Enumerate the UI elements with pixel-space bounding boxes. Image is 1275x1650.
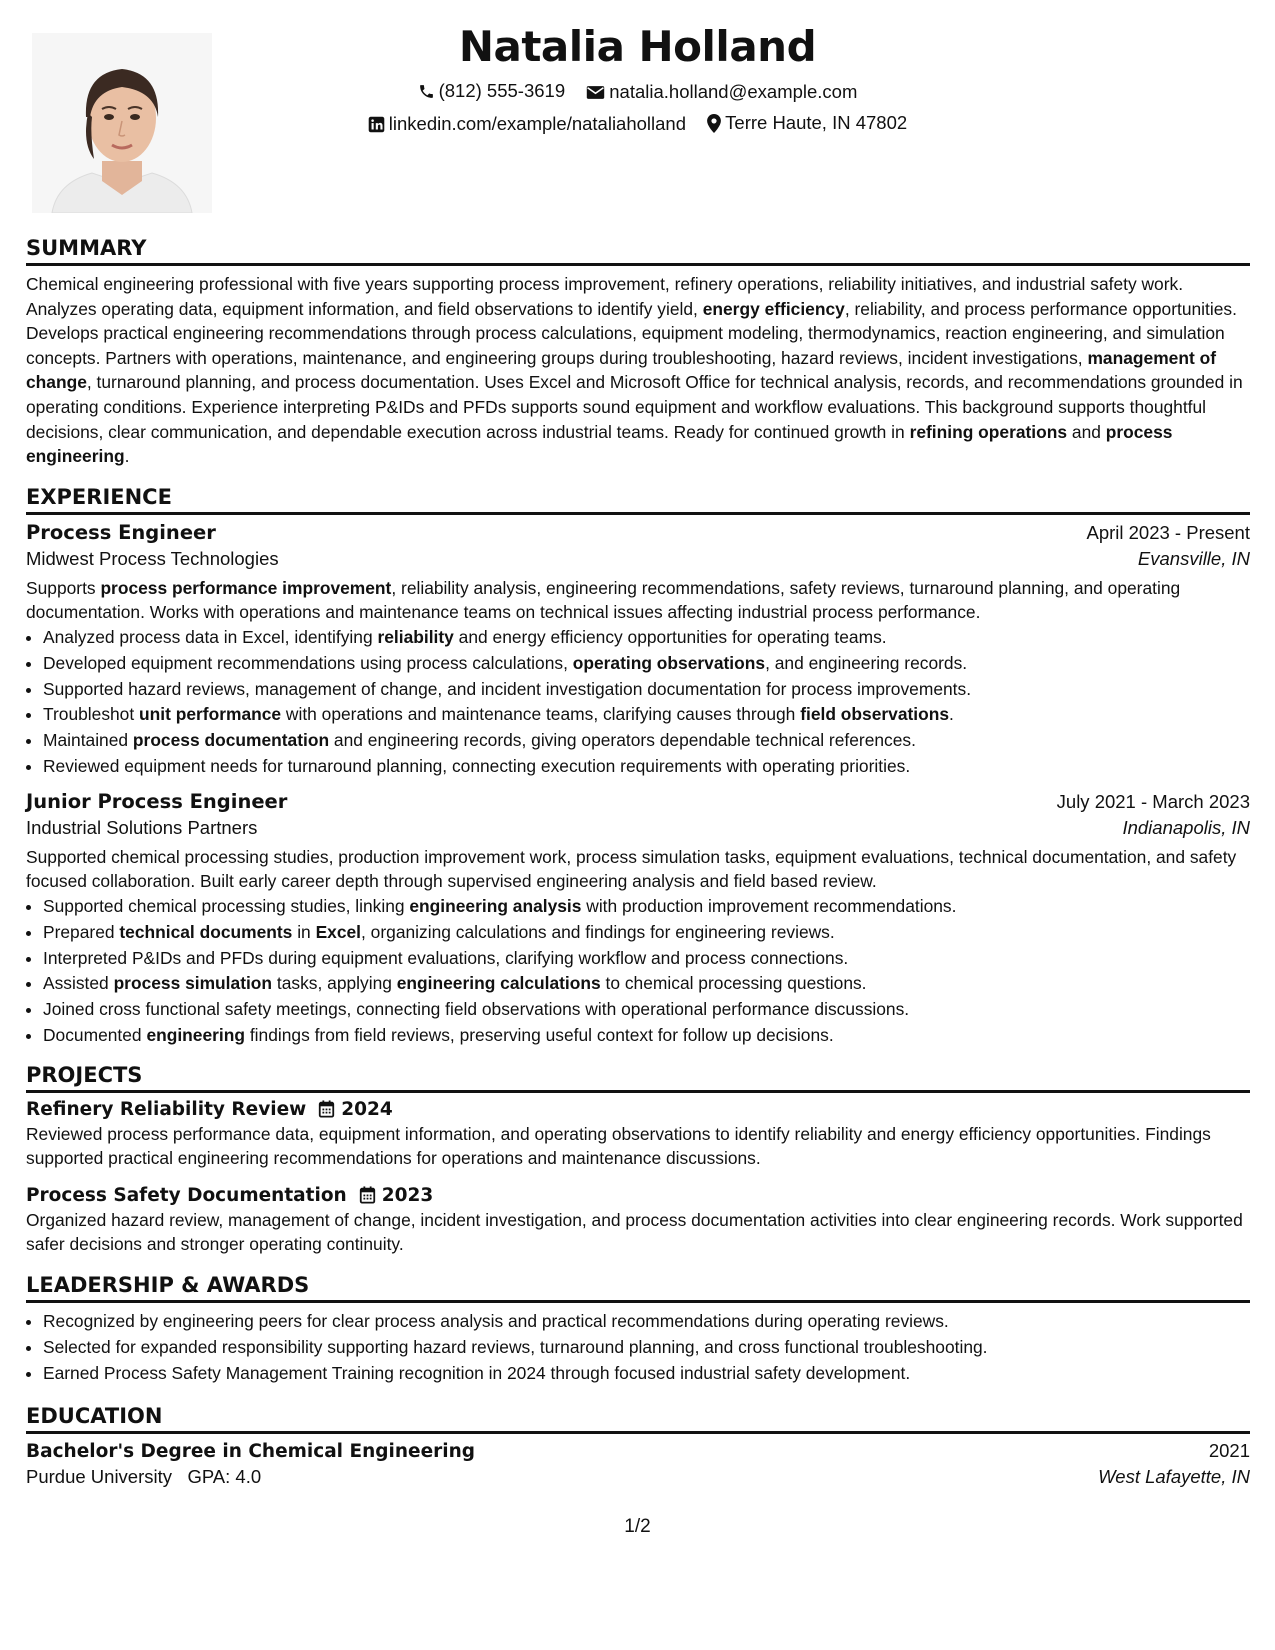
email-link[interactable]: natalia.holland@example.com (609, 81, 858, 102)
summary-heading: SUMMARY (26, 236, 1250, 266)
summary-text: Chemical engineering professional with five years supporting process improvement, refinery operations, reliability initiatives, and industrial safety work. Analyzes operating data, equipment information, and field observations to identify yield, energy efficiency, reliability, and process performance opportunities. Develops practical engineering recommendations through process calculations, equipment modeling, thermodynamics, reaction engineering, and simulation concepts. Partners with operations, maintenance, and engineering groups during troubleshooting, hazard reviews, incident investigations, management of change, turnaround planning, and process documentation. Uses Excel and Microsoft Office for technical analysis, records, and recommendations grounded in operating conditions. Experience interpreting P&IDs and PFDs supports sound equipment and workflow evaluations. This background supports thoughtful decisions, clear communication, and dependable execution across industrial teams. Ready for continued growth in refining operations and process engineering. (26, 274, 1243, 467)
project-entry (26, 1099, 1250, 1171)
bullet-item: • Documented engineering findings from field reviews, preserving useful context for follow up decisions. (43, 1023, 1250, 1049)
resume-body (26, 222, 1250, 1488)
gpa: GPA: 4.0 (187, 1466, 262, 1488)
project-year: 2024 (341, 1098, 393, 1120)
degree-title: Bachelor's Degree in Chemical Engineering (26, 1441, 475, 1463)
job-dates: April 2023 - Present (1086, 521, 1250, 543)
candidate-name: Natalia Holland (458, 22, 817, 71)
project-description: Reviewed process performance data, equipment information, and operating observations to identify reliability and energy efficiency opportunities. Findings supported practical engineering recommendations for operations and maintenance discussions. (26, 1123, 1211, 1169)
leadership-heading: LEADERSHIP & AWARDS (26, 1273, 1250, 1303)
bullet-item: • Earned Process Safety Management Training recognition in 2024 through focused industrial safety development. (43, 1361, 1250, 1387)
map-pin-icon (707, 114, 721, 133)
job-description: Supported chemical processing studies, production improvement work, process simulation tasks, equipment evaluations, technical documentation, and safety focused collaboration. Built early career depth through supervised engineering analysis and field based review. (26, 846, 1237, 892)
job-location: Indianapolis, IN (1122, 816, 1250, 838)
project-year: 2023 (381, 1184, 434, 1206)
school-location: West Lafayette, IN (1098, 1466, 1250, 1488)
graduation-year: 2021 (1208, 1440, 1250, 1462)
bullet-item: • Assisted process simulation tasks, applying engineering calculations to chemical processing questions. (43, 971, 1250, 997)
job-entry (26, 790, 1250, 1049)
contact-row-1 (0, 80, 1275, 105)
linkedin-link[interactable]: linkedin.com/example/nataliaholland (388, 113, 687, 134)
bullet-item: • Troubleshot unit performance with operations and maintenance teams, clarifying causes through field observations. (43, 702, 1250, 728)
project-entry (26, 1185, 1250, 1257)
bullet-item: • Developed equipment recommendations using process calculations, operating observations, and engineering records. (43, 651, 1250, 677)
bullet-item: • Supported hazard reviews, management of change, and incident investigation documentation for process improvements. (43, 677, 1250, 703)
calendar-icon (359, 1186, 376, 1204)
project-title: Refinery Reliability Review (26, 1098, 307, 1120)
school-name: Purdue University (26, 1466, 173, 1488)
project-title: Process Safety Documentation (26, 1184, 347, 1206)
company-name: Industrial Solutions Partners (26, 816, 258, 838)
phone-text[interactable]: (812) 555-3619 (438, 80, 566, 101)
bullet-item: • Joined cross functional safety meetings, connecting field observations with operational performance discussions. (43, 997, 1250, 1023)
bullet-item: • Recognized by engineering peers for clear process analysis and practical recommendations during operating reviews. (43, 1309, 1250, 1335)
school-line (26, 1466, 261, 1488)
bullet-item: • Prepared technical documents in Excel, organizing calculations and findings for engineering reviews. (43, 920, 1250, 946)
location-item (707, 112, 907, 134)
bullet-item: • Reviewed equipment needs for turnaround planning, connecting execution requirements with operating priorities. (43, 754, 1250, 780)
location-text: Terre Haute, IN 47802 (725, 112, 908, 133)
experience-heading: EXPERIENCE (26, 485, 1250, 515)
education-heading: EDUCATION (26, 1404, 1250, 1434)
education-entry (26, 1440, 1250, 1488)
linkedin-item (368, 113, 686, 135)
job-bullets (26, 894, 1250, 1049)
bullet-item: • Supported chemical processing studies, linking engineering analysis with production improvement recommendations. (43, 894, 1250, 920)
company-name: Midwest Process Technologies (26, 547, 279, 569)
job-entry (26, 521, 1250, 780)
bullet-item: • Maintained process documentation and engineering records, giving operators dependable technical references. (43, 728, 1250, 754)
project-description: Organized hazard review, management of change, incident investigation, and process documentation activities into clear engineering records. Work supported safer decisions and stronger operating continuity. (26, 1209, 1243, 1255)
email-item (586, 81, 857, 103)
job-description: Supports process performance improvement, reliability analysis, engineering recommendations, safety reviews, turnaround planning, and operating documentation. Works with operations and maintenance teams on technical issues affecting industrial process performance. (26, 577, 1181, 623)
bullet-item: • Analyzed process data in Excel, identifying reliability and energy efficiency opportunities for operating teams. (43, 625, 1250, 651)
calendar-icon (318, 1100, 335, 1118)
job-title: Process Engineer (26, 520, 216, 544)
phone-item (418, 80, 566, 102)
leadership-bullets (26, 1309, 1250, 1386)
contact-row-2 (0, 112, 1275, 138)
bullet-item: • Interpreted P&IDs and PFDs during equipment evaluations, clarifying workflow and process connections. (43, 946, 1250, 972)
phone-icon (418, 83, 435, 100)
projects-heading: PROJECTS (26, 1063, 1250, 1093)
job-dates: July 2021 - March 2023 (1056, 790, 1250, 812)
job-bullets (26, 625, 1250, 780)
linkedin-icon (368, 116, 385, 133)
envelope-icon (586, 85, 605, 100)
job-title: Junior Process Engineer (26, 789, 288, 813)
bullet-item: • Selected for expanded responsibility supporting hazard reviews, turnaround planning, and cross functional troubleshooting. (43, 1335, 1250, 1361)
page-number: 1/2 (624, 1516, 651, 1537)
job-location: Evansville, IN (1137, 547, 1250, 569)
